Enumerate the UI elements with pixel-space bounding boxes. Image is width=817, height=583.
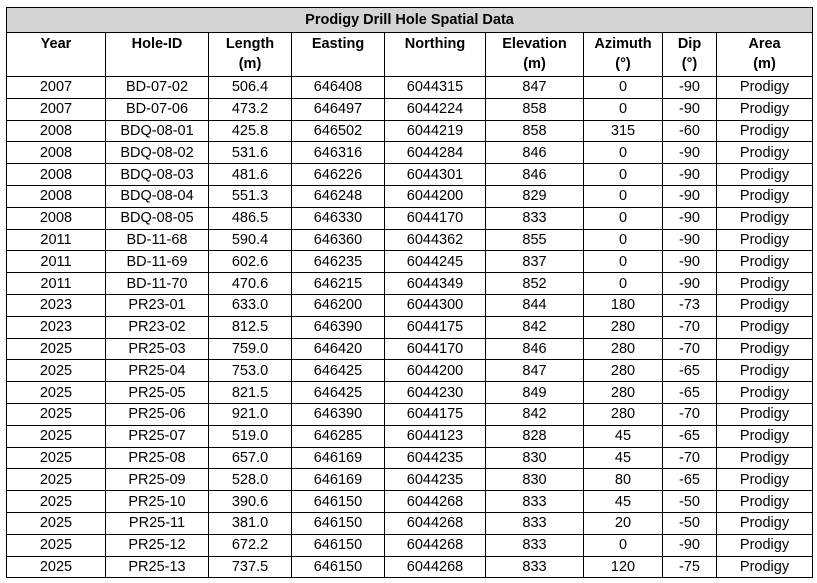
cell-hole-id: BD-11-69 — [106, 251, 209, 273]
cell-area: Prodigy — [717, 403, 813, 425]
cell-dip: -70 — [663, 316, 717, 338]
cell-dip: -65 — [663, 360, 717, 382]
cell-easting: 646497 — [292, 98, 385, 120]
cell-easting: 646235 — [292, 251, 385, 273]
cell-azimuth: 280 — [584, 360, 663, 382]
cell-length: 486.5 — [209, 207, 292, 229]
cell-azimuth: 0 — [584, 185, 663, 207]
cell-azimuth: 0 — [584, 164, 663, 186]
cell-easting: 646150 — [292, 491, 385, 513]
column-header-azimuth — [584, 33, 663, 77]
cell-azimuth: 120 — [584, 556, 663, 578]
cell-northing: 6044170 — [385, 338, 486, 360]
cell-hole-id: PR25-06 — [106, 403, 209, 425]
cell-hole-id: PR25-05 — [106, 382, 209, 404]
cell-area: Prodigy — [717, 77, 813, 99]
cell-northing: 6044230 — [385, 382, 486, 404]
cell-easting: 646408 — [292, 77, 385, 99]
column-header-row — [7, 33, 813, 77]
cell-year: 2008 — [7, 207, 106, 229]
cell-length: 551.3 — [209, 185, 292, 207]
cell-northing: 6044349 — [385, 273, 486, 295]
cell-dip: -50 — [663, 512, 717, 534]
cell-elevation: 855 — [486, 229, 584, 251]
cell-northing: 6044219 — [385, 120, 486, 142]
column-header-label: Azimuth — [594, 36, 652, 52]
cell-dip: -90 — [663, 534, 717, 556]
table-row — [7, 512, 813, 534]
cell-elevation: 833 — [486, 534, 584, 556]
cell-hole-id: PR23-01 — [106, 294, 209, 316]
table-row — [7, 491, 813, 513]
cell-length: 602.6 — [209, 251, 292, 273]
cell-azimuth: 0 — [584, 273, 663, 295]
column-header-unit: (°) — [615, 56, 631, 72]
cell-easting: 646420 — [292, 338, 385, 360]
cell-length: 737.5 — [209, 556, 292, 578]
cell-northing: 6044235 — [385, 447, 486, 469]
column-header-label: Hole-ID — [131, 36, 183, 52]
cell-dip: -90 — [663, 142, 717, 164]
cell-dip: -60 — [663, 120, 717, 142]
table-row — [7, 77, 813, 99]
cell-dip: -50 — [663, 491, 717, 513]
column-header-label: Easting — [311, 36, 365, 52]
column-header-elevation — [486, 33, 584, 77]
cell-length: 381.0 — [209, 512, 292, 534]
column-header-dip — [663, 33, 717, 77]
cell-hole-id: PR25-04 — [106, 360, 209, 382]
cell-year: 2007 — [7, 98, 106, 120]
cell-length: 528.0 — [209, 469, 292, 491]
cell-area: Prodigy — [717, 360, 813, 382]
cell-northing: 6044268 — [385, 534, 486, 556]
cell-northing: 6044268 — [385, 491, 486, 513]
cell-dip: -75 — [663, 556, 717, 578]
cell-elevation: 842 — [486, 403, 584, 425]
cell-year: 2025 — [7, 556, 106, 578]
cell-azimuth: 45 — [584, 447, 663, 469]
cell-easting: 646169 — [292, 447, 385, 469]
cell-northing: 6044175 — [385, 403, 486, 425]
cell-dip: -90 — [663, 273, 717, 295]
table-row — [7, 338, 813, 360]
cell-northing: 6044315 — [385, 77, 486, 99]
table-row — [7, 120, 813, 142]
cell-hole-id: BD-11-68 — [106, 229, 209, 251]
cell-hole-id: PR25-03 — [106, 338, 209, 360]
cell-length: 390.6 — [209, 491, 292, 513]
cell-hole-id: BD-07-02 — [106, 77, 209, 99]
cell-year: 2023 — [7, 294, 106, 316]
cell-elevation: 833 — [486, 512, 584, 534]
cell-year: 2025 — [7, 447, 106, 469]
column-header-label: Year — [40, 36, 72, 52]
cell-dip: -70 — [663, 338, 717, 360]
cell-northing: 6044200 — [385, 360, 486, 382]
cell-azimuth: 0 — [584, 207, 663, 229]
cell-area: Prodigy — [717, 425, 813, 447]
cell-northing: 6044362 — [385, 229, 486, 251]
cell-year: 2011 — [7, 251, 106, 273]
column-header-hole-id — [106, 33, 209, 77]
cell-length: 531.6 — [209, 142, 292, 164]
table-row — [7, 251, 813, 273]
cell-northing: 6044235 — [385, 469, 486, 491]
table-row — [7, 294, 813, 316]
cell-hole-id: BDQ-08-04 — [106, 185, 209, 207]
cell-elevation: 844 — [486, 294, 584, 316]
cell-elevation: 846 — [486, 338, 584, 360]
cell-area: Prodigy — [717, 382, 813, 404]
cell-azimuth: 280 — [584, 338, 663, 360]
table-row — [7, 403, 813, 425]
column-header-northing — [385, 33, 486, 77]
cell-northing: 6044224 — [385, 98, 486, 120]
cell-easting: 646169 — [292, 469, 385, 491]
table-body — [7, 77, 813, 578]
cell-azimuth: 45 — [584, 491, 663, 513]
cell-dip: -90 — [663, 229, 717, 251]
cell-dip: -70 — [663, 403, 717, 425]
table-row — [7, 142, 813, 164]
cell-area: Prodigy — [717, 534, 813, 556]
cell-elevation: 847 — [486, 360, 584, 382]
cell-dip: -90 — [663, 185, 717, 207]
cell-area: Prodigy — [717, 142, 813, 164]
cell-dip: -90 — [663, 251, 717, 273]
cell-azimuth: 0 — [584, 229, 663, 251]
cell-area: Prodigy — [717, 491, 813, 513]
cell-easting: 646150 — [292, 556, 385, 578]
cell-dip: -73 — [663, 294, 717, 316]
cell-length: 753.0 — [209, 360, 292, 382]
cell-year: 2025 — [7, 425, 106, 447]
cell-easting: 646425 — [292, 382, 385, 404]
column-header-easting — [292, 33, 385, 77]
cell-area: Prodigy — [717, 98, 813, 120]
cell-easting: 646360 — [292, 229, 385, 251]
column-header-unit: (m) — [753, 56, 776, 72]
drill-hole-table — [6, 7, 813, 578]
cell-length: 470.6 — [209, 273, 292, 295]
cell-dip: -90 — [663, 77, 717, 99]
cell-dip: -65 — [663, 382, 717, 404]
cell-hole-id: BD-07-06 — [106, 98, 209, 120]
cell-hole-id: PR25-07 — [106, 425, 209, 447]
cell-year: 2007 — [7, 77, 106, 99]
cell-azimuth: 0 — [584, 534, 663, 556]
table-row — [7, 207, 813, 229]
cell-elevation: 830 — [486, 447, 584, 469]
cell-elevation: 846 — [486, 142, 584, 164]
cell-length: 506.4 — [209, 77, 292, 99]
table-row — [7, 164, 813, 186]
column-header-label: Elevation — [502, 36, 567, 52]
table-row — [7, 98, 813, 120]
cell-elevation: 847 — [486, 77, 584, 99]
cell-hole-id: PR25-09 — [106, 469, 209, 491]
cell-dip: -65 — [663, 425, 717, 447]
cell-easting: 646226 — [292, 164, 385, 186]
cell-elevation: 858 — [486, 98, 584, 120]
cell-easting: 646215 — [292, 273, 385, 295]
column-header-area — [717, 33, 813, 77]
table-row — [7, 382, 813, 404]
cell-year: 2008 — [7, 164, 106, 186]
cell-azimuth: 0 — [584, 251, 663, 273]
cell-dip: -70 — [663, 447, 717, 469]
cell-elevation: 842 — [486, 316, 584, 338]
cell-hole-id: PR23-02 — [106, 316, 209, 338]
cell-length: 633.0 — [209, 294, 292, 316]
table-row — [7, 229, 813, 251]
cell-northing: 6044170 — [385, 207, 486, 229]
cell-northing: 6044300 — [385, 294, 486, 316]
cell-azimuth: 80 — [584, 469, 663, 491]
cell-azimuth: 0 — [584, 142, 663, 164]
cell-area: Prodigy — [717, 447, 813, 469]
table-row — [7, 273, 813, 295]
cell-northing: 6044268 — [385, 556, 486, 578]
cell-length: 921.0 — [209, 403, 292, 425]
column-header-label: Northing — [404, 36, 466, 52]
cell-azimuth: 280 — [584, 316, 663, 338]
cell-year: 2025 — [7, 338, 106, 360]
cell-elevation: 858 — [486, 120, 584, 142]
cell-easting: 646150 — [292, 512, 385, 534]
cell-area: Prodigy — [717, 469, 813, 491]
cell-year: 2025 — [7, 403, 106, 425]
cell-elevation: 830 — [486, 469, 584, 491]
table-row — [7, 425, 813, 447]
cell-dip: -90 — [663, 207, 717, 229]
cell-easting: 646285 — [292, 425, 385, 447]
cell-elevation: 852 — [486, 273, 584, 295]
column-header-unit: (°) — [681, 56, 698, 72]
cell-hole-id: PR25-11 — [106, 512, 209, 534]
cell-year: 2011 — [7, 229, 106, 251]
cell-azimuth: 280 — [584, 382, 663, 404]
cell-length: 812.5 — [209, 316, 292, 338]
cell-length: 672.2 — [209, 534, 292, 556]
cell-elevation: 837 — [486, 251, 584, 273]
column-header-length — [209, 33, 292, 77]
cell-year: 2008 — [7, 120, 106, 142]
cell-azimuth: 180 — [584, 294, 663, 316]
cell-hole-id: PR25-12 — [106, 534, 209, 556]
cell-elevation: 846 — [486, 164, 584, 186]
cell-elevation: 833 — [486, 556, 584, 578]
cell-northing: 6044175 — [385, 316, 486, 338]
cell-area: Prodigy — [717, 251, 813, 273]
cell-area: Prodigy — [717, 512, 813, 534]
cell-easting: 646330 — [292, 207, 385, 229]
column-header-label: Area — [748, 36, 781, 52]
cell-easting: 646200 — [292, 294, 385, 316]
cell-area: Prodigy — [717, 556, 813, 578]
column-header-unit: (m) — [523, 56, 546, 72]
cell-easting: 646316 — [292, 142, 385, 164]
cell-length: 473.2 — [209, 98, 292, 120]
table-row — [7, 534, 813, 556]
cell-hole-id: BDQ-08-05 — [106, 207, 209, 229]
cell-year: 2008 — [7, 185, 106, 207]
cell-year: 2025 — [7, 512, 106, 534]
table-row — [7, 185, 813, 207]
cell-year: 2008 — [7, 142, 106, 164]
cell-hole-id: BDQ-08-02 — [106, 142, 209, 164]
cell-azimuth: 315 — [584, 120, 663, 142]
cell-year: 2025 — [7, 491, 106, 513]
column-header-label: Dip — [677, 36, 702, 52]
cell-year: 2025 — [7, 360, 106, 382]
table-row — [7, 360, 813, 382]
cell-northing: 6044200 — [385, 185, 486, 207]
cell-azimuth: 45 — [584, 425, 663, 447]
cell-easting: 646390 — [292, 403, 385, 425]
cell-area: Prodigy — [717, 273, 813, 295]
drill-hole-table-container — [6, 7, 813, 578]
cell-area: Prodigy — [717, 207, 813, 229]
cell-hole-id: BD-11-70 — [106, 273, 209, 295]
cell-length: 425.8 — [209, 120, 292, 142]
cell-year: 2025 — [7, 382, 106, 404]
cell-length: 481.6 — [209, 164, 292, 186]
cell-length: 657.0 — [209, 447, 292, 469]
cell-year: 2023 — [7, 316, 106, 338]
cell-hole-id: PR25-08 — [106, 447, 209, 469]
cell-area: Prodigy — [717, 164, 813, 186]
cell-northing: 6044284 — [385, 142, 486, 164]
cell-hole-id: BDQ-08-03 — [106, 164, 209, 186]
cell-area: Prodigy — [717, 338, 813, 360]
cell-hole-id: PR25-13 — [106, 556, 209, 578]
cell-northing: 6044301 — [385, 164, 486, 186]
cell-northing: 6044268 — [385, 512, 486, 534]
cell-easting: 646248 — [292, 185, 385, 207]
cell-elevation: 828 — [486, 425, 584, 447]
column-header-year — [7, 33, 106, 77]
cell-azimuth: 0 — [584, 77, 663, 99]
cell-easting: 646425 — [292, 360, 385, 382]
table-row — [7, 469, 813, 491]
cell-hole-id: BDQ-08-01 — [106, 120, 209, 142]
table-title: Prodigy Drill Hole Spatial Data — [7, 8, 813, 33]
table-row — [7, 447, 813, 469]
table-row — [7, 316, 813, 338]
cell-area: Prodigy — [717, 294, 813, 316]
cell-azimuth: 0 — [584, 98, 663, 120]
cell-area: Prodigy — [717, 229, 813, 251]
cell-dip: -65 — [663, 469, 717, 491]
cell-length: 590.4 — [209, 229, 292, 251]
cell-area: Prodigy — [717, 316, 813, 338]
cell-length: 821.5 — [209, 382, 292, 404]
cell-length: 519.0 — [209, 425, 292, 447]
cell-elevation: 833 — [486, 491, 584, 513]
cell-northing: 6044123 — [385, 425, 486, 447]
cell-northing: 6044245 — [385, 251, 486, 273]
column-header-label: Length — [225, 36, 275, 52]
cell-hole-id: PR25-10 — [106, 491, 209, 513]
cell-dip: -90 — [663, 164, 717, 186]
cell-azimuth: 280 — [584, 403, 663, 425]
cell-area: Prodigy — [717, 120, 813, 142]
cell-year: 2011 — [7, 273, 106, 295]
column-header-unit: (m) — [238, 56, 262, 72]
cell-easting: 646390 — [292, 316, 385, 338]
cell-year: 2025 — [7, 469, 106, 491]
cell-elevation: 829 — [486, 185, 584, 207]
cell-elevation: 849 — [486, 382, 584, 404]
cell-area: Prodigy — [717, 185, 813, 207]
cell-azimuth: 20 — [584, 512, 663, 534]
table-row — [7, 556, 813, 578]
cell-year: 2025 — [7, 534, 106, 556]
cell-easting: 646150 — [292, 534, 385, 556]
cell-elevation: 833 — [486, 207, 584, 229]
cell-easting: 646502 — [292, 120, 385, 142]
cell-length: 759.0 — [209, 338, 292, 360]
cell-dip: -90 — [663, 98, 717, 120]
